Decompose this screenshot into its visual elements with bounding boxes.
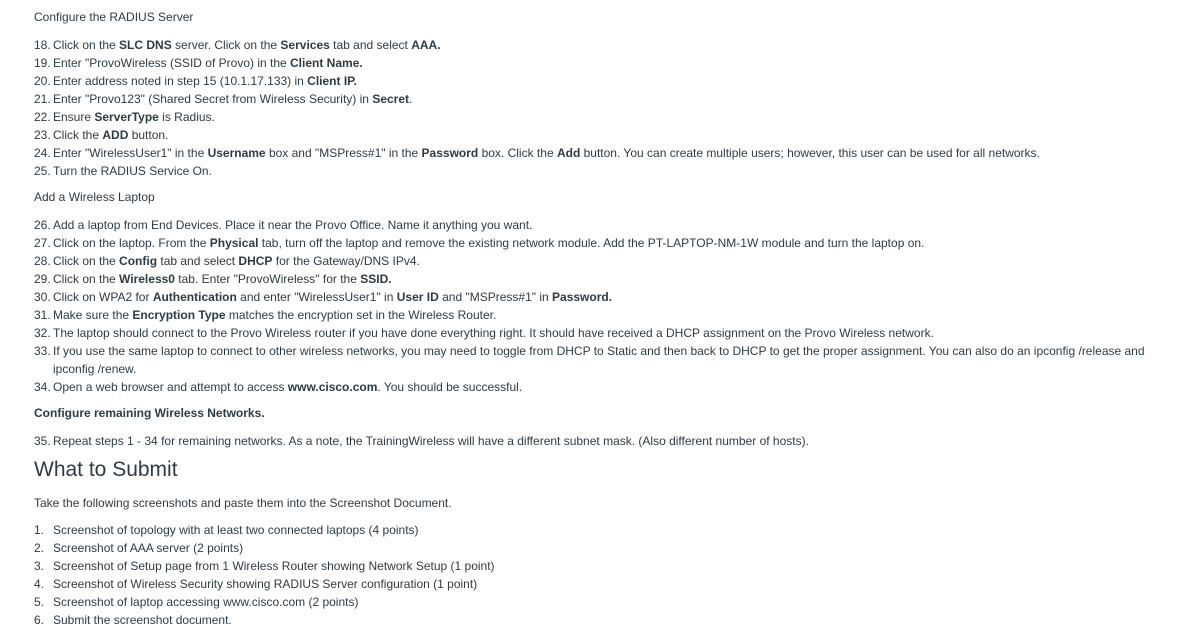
radius-steps	[34, 36, 1147, 180]
item-number: 5.	[34, 595, 45, 609]
item-number: 2.	[34, 541, 45, 555]
bold-term: Client Name.	[290, 56, 363, 70]
item-number: 29.	[34, 272, 51, 286]
list-item: 32. The laptop should connect to the Provo Wireless router if you have done everything right. It should have received a DHCP assignment on the Provo Wireless network.	[34, 326, 934, 340]
item-number: 24.	[34, 146, 51, 160]
item-number: 19.	[34, 56, 51, 70]
item-number: 30.	[34, 290, 51, 304]
item-number: 33.	[34, 344, 51, 358]
list-item: 27. Click on the laptop. From the Physical tab, turn off the laptop and remove the existing network module. Add the PT-LAPTOP-NM-1W module and turn the laptop on.	[34, 236, 925, 250]
list-item: 21. Enter "Provo123" (Shared Secret from Wireless Security) in Secret.	[34, 92, 413, 106]
item-number: 28.	[34, 254, 51, 268]
bold-term: Password	[421, 146, 479, 160]
item-number: 22.	[34, 110, 51, 124]
list-item: 25. Turn the RADIUS Service On.	[34, 164, 212, 178]
item-number: 34.	[34, 380, 51, 394]
bold-term: Services	[280, 38, 330, 52]
bold-term: Config	[119, 254, 158, 268]
item-number: 20.	[34, 74, 51, 88]
list-item: 23. Click the ADD button.	[34, 128, 169, 142]
list-item: 26. Add a laptop from End Devices. Place it near the Provo Office. Name it anything you want.	[34, 218, 533, 232]
remaining-heading: Configure remaining Wireless Networks.	[34, 406, 265, 420]
bold-term: SLC DNS	[119, 38, 172, 52]
bold-term: AAA.	[411, 38, 441, 52]
bold-term: Add	[556, 146, 581, 160]
list-item: 19. Enter "ProvoWireless (SSID of Provo) in the Client Name.	[34, 56, 363, 70]
list-item: 6. Submit the screenshot document.	[34, 613, 232, 627]
list-item: 20. Enter address noted in step 15 (10.1.17.133) in Client IP.	[34, 74, 357, 88]
item-number: 21.	[34, 92, 51, 106]
item-number: 25.	[34, 164, 51, 178]
remaining-steps	[34, 432, 1147, 450]
bold-term: Encryption Type	[132, 308, 226, 322]
submit-intro: Take the following screenshots and paste them into the Screenshot Document.	[34, 496, 452, 510]
list-item: 4. Screenshot of Wireless Security showing RADIUS Server configuration (1 point)	[34, 577, 478, 591]
bold-term: Physical	[209, 236, 259, 250]
bold-term: User ID	[396, 290, 439, 304]
item-number: 6.	[34, 613, 45, 627]
item-number: 26.	[34, 218, 51, 232]
bold-term: Authentication	[152, 290, 237, 304]
item-number: 35.	[34, 434, 51, 448]
list-item: 24. Enter "WirelessUser1" in the Username box and "MSPress#1" in the Password box. Click the Add button. You can create multiple users; however, this user can be used for all networks.	[34, 146, 1040, 160]
item-number: 27.	[34, 236, 51, 250]
bold-term: SSID.	[360, 272, 392, 286]
item-number: 31.	[34, 308, 51, 322]
list-item: 30. Click on WPA2 for Authentication and enter "WirelessUser1" in User ID and "MSPress#1" in Password.	[34, 290, 613, 304]
submit-heading: What to Submit	[34, 458, 178, 481]
bold-term: ADD	[102, 128, 129, 142]
bold-term: ServerType	[94, 110, 159, 124]
submit-items	[34, 521, 1147, 629]
list-item: 18. Click on the SLC DNS server. Click on the Services tab and select AAA.	[34, 38, 441, 52]
list-item: 3. Screenshot of Setup page from 1 Wireless Router showing Network Setup (1 point)	[34, 559, 495, 573]
list-item: 34. Open a web browser and attempt to access www.cisco.com. You should be successful.	[34, 380, 523, 394]
item-number: 3.	[34, 559, 45, 573]
item-number: 4.	[34, 577, 45, 591]
bold-term: Secret	[372, 92, 410, 106]
list-item: 35. Repeat steps 1 - 34 for remaining networks. As a note, the TrainingWireless will have a different subnet mask. (Also different number of hosts).	[34, 434, 809, 448]
item-number: 32.	[34, 326, 51, 340]
list-item: 29. Click on the Wireless0 tab. Enter "ProvoWireless" for the SSID.	[34, 272, 392, 286]
list-item: 28. Click on the Config tab and select DHCP for the Gateway/DNS IPv4.	[34, 254, 420, 268]
bold-term: www.cisco.com	[287, 380, 378, 394]
radius-heading: Configure the RADIUS Server	[34, 10, 194, 24]
bold-term: Wireless0	[119, 272, 175, 286]
list-item: 33. If you use the same laptop to connect to other wireless networks, you may need to toggle from DHCP to Static and then back to DHCP to get the proper assignment. You can also do an ipconfig /release and ipconfig /renew.	[34, 344, 1145, 376]
laptop-heading: Add a Wireless Laptop	[34, 190, 155, 204]
list-item: 31. Make sure the Encryption Type matches the encryption set in the Wireless Router.	[34, 308, 497, 322]
bold-term: Client IP.	[307, 74, 357, 88]
bold-term: Password.	[552, 290, 613, 304]
laptop-steps	[34, 216, 1147, 396]
list-item: 5. Screenshot of laptop accessing www.cisco.com (2 points)	[34, 595, 359, 609]
item-number: 1.	[34, 523, 45, 537]
list-item: 1. Screenshot of topology with at least two connected laptops (4 points)	[34, 523, 419, 537]
item-number: 18.	[34, 38, 51, 52]
list-item: 22. Ensure ServerType is Radius.	[34, 110, 215, 124]
list-item: 2. Screenshot of AAA server (2 points)	[34, 541, 244, 555]
item-number: 23.	[34, 128, 51, 142]
bold-term: DHCP	[238, 254, 273, 268]
bold-term: Username	[207, 146, 266, 160]
